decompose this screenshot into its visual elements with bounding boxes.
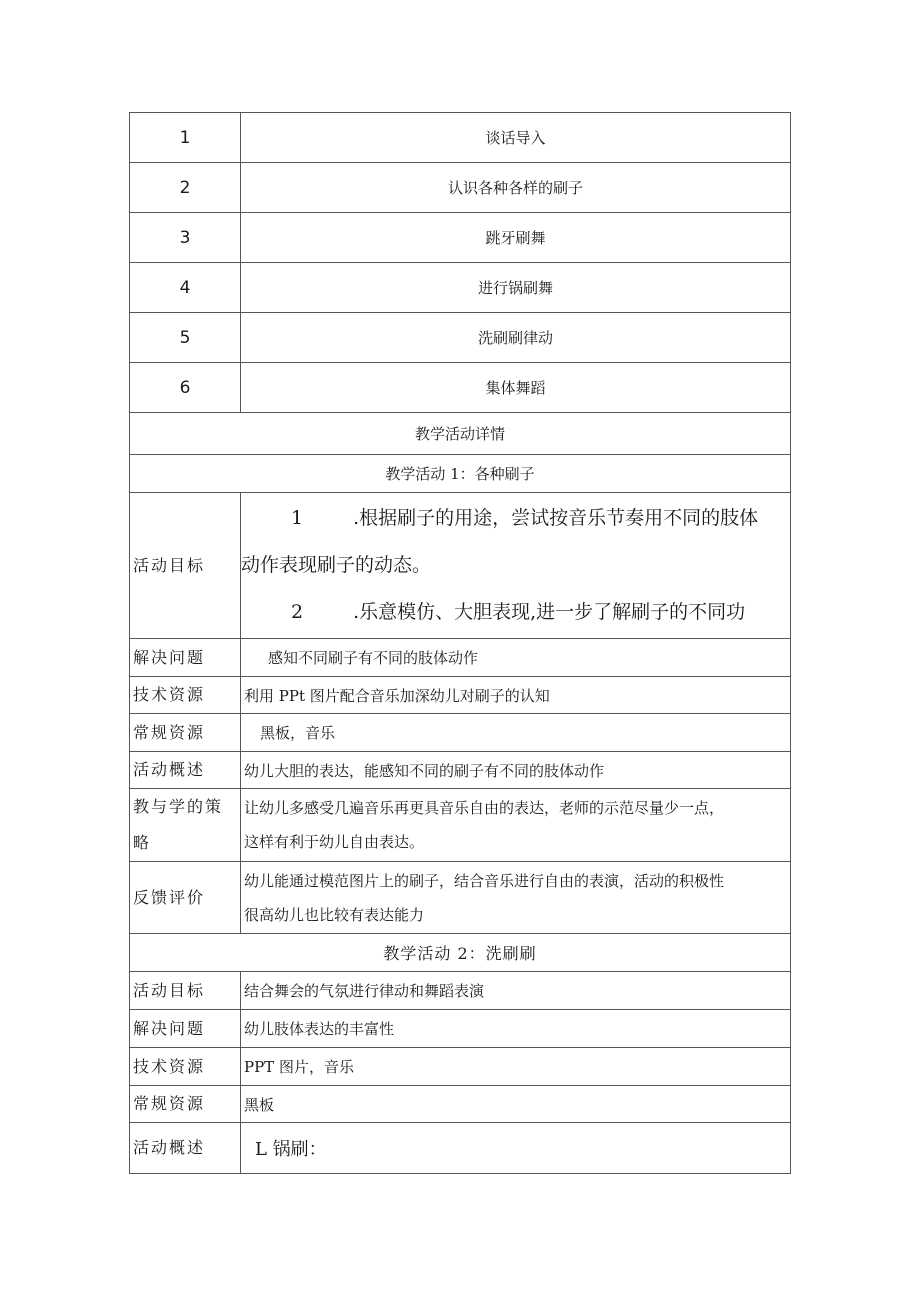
- activity2-overview-label: 活动概述: [130, 1123, 241, 1174]
- activity2-problem-label: 解决问题: [130, 1010, 241, 1048]
- activity1-feedback: [241, 862, 791, 934]
- details-title: 教学活动详情: [130, 413, 791, 455]
- step-row: [130, 313, 791, 363]
- step-row: [130, 213, 791, 263]
- step-name: 跳牙刷舞: [241, 213, 791, 263]
- activity1-goal-label: 活动目标: [130, 493, 241, 639]
- activity2-tech: PPT 图片，音乐: [241, 1048, 791, 1086]
- goal-line1-continued: 动作表现刷子的动态。: [241, 554, 432, 576]
- strategy-line2: 这样有利于幼儿自由表达。: [244, 833, 425, 851]
- step-row: [130, 163, 791, 213]
- activity1-feedback-label: 反馈评价: [130, 862, 241, 934]
- step-number: 6: [130, 363, 241, 413]
- activity1-title: 教学活动 1：各种刷子: [130, 455, 791, 493]
- goal-line2-number: 2: [291, 601, 304, 623]
- step-name: 集体舞蹈: [241, 363, 791, 413]
- activity1-strategy: [241, 789, 791, 862]
- step-number: 2: [130, 163, 241, 213]
- activity1-overview-label: 活动概述: [130, 752, 241, 789]
- goal-line1-number: 1: [291, 507, 304, 529]
- step-name: 谈话导入: [241, 113, 791, 163]
- activity2-tech-label: 技术资源: [130, 1048, 241, 1086]
- step-name: 认识各种各样的刷子: [241, 163, 791, 213]
- activity1-problem-label: 解决问题: [130, 639, 241, 677]
- activity1-problem: 感知不同刷子有不同的肢体动作: [241, 639, 791, 677]
- lesson-plan-table: [129, 112, 791, 1174]
- step-number: 5: [130, 313, 241, 363]
- activity1-goal: [241, 493, 791, 639]
- step-number: 3: [130, 213, 241, 263]
- strategy-label-line2: 略: [133, 833, 152, 852]
- activity1-regular: 黑板，音乐: [241, 714, 791, 752]
- activity2-goal: 结合舞会的气氛进行律动和舞蹈表演: [241, 972, 791, 1010]
- activity1-regular-label: 常规资源: [130, 714, 241, 752]
- activity1-overview: 幼儿大胆的表达，能感知不同的刷子有不同的肢体动作: [241, 752, 791, 789]
- goal-line1-text: .根据刷子的用途，尝试按音乐节奏用不同的肢体: [353, 507, 759, 529]
- strategy-label-line1: 教与学的策: [133, 797, 224, 816]
- step-row: [130, 263, 791, 313]
- activity1-tech-label: 技术资源: [130, 677, 241, 714]
- goal-line2-text: .乐意模仿、大胆表现,进一步了解刷子的不同功: [353, 601, 746, 623]
- step-row: [130, 113, 791, 163]
- step-name: 进行锅刷舞: [241, 263, 791, 313]
- activity2-problem: 幼儿肢体表达的丰富性: [241, 1010, 791, 1048]
- activity2-regular: 黑板: [241, 1086, 791, 1123]
- step-number: 4: [130, 263, 241, 313]
- activity1-strategy-label: [130, 789, 241, 862]
- activity2-title: 教学活动 2：洗刷刷: [130, 934, 791, 972]
- step-name: 洗刷刷律动: [241, 313, 791, 363]
- activity1-tech: 利用 PPt 图片配合音乐加深幼儿对刷子的认知: [241, 677, 791, 714]
- feedback-line1: 幼儿能通过模范图片上的刷子，结合音乐进行自由的表演，活动的积极性: [244, 871, 725, 890]
- step-number: 1: [130, 113, 241, 163]
- step-row: [130, 363, 791, 413]
- activity2-overview: L 锅刷：: [241, 1123, 791, 1174]
- activity2-regular-label: 常规资源: [130, 1086, 241, 1123]
- strategy-line1: 让幼儿多感受几遍音乐再更具音乐自由的表达，老师的示范尽量少一点，: [244, 799, 725, 817]
- activity2-goal-label: 活动目标: [130, 972, 241, 1010]
- feedback-line2: 很高幼儿也比较有表达能力: [244, 905, 425, 924]
